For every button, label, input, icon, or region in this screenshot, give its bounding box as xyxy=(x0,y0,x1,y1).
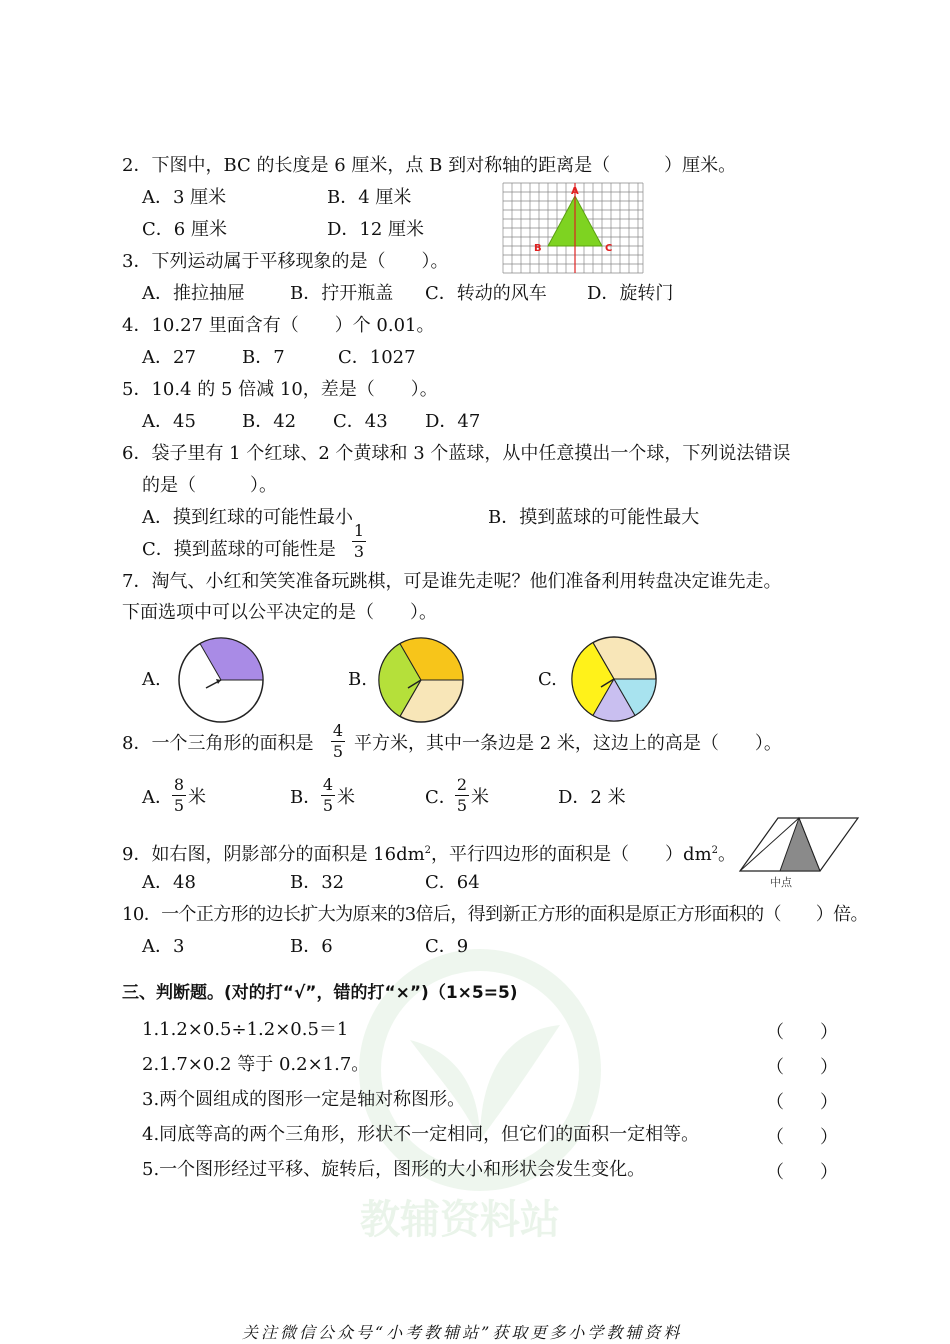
q9-midpoint-label: 中点 xyxy=(770,876,792,888)
q3-text: 3．下列运动属于平移现象的是（ ）。 xyxy=(122,251,449,272)
q2-option-b[interactable]: B．4 厘米 xyxy=(327,187,412,208)
q7-text-line1: 7．淘气、小红和笑笑准备玩跳棋，可是谁先走呢？他们准备利用转盘决定谁先走。 xyxy=(122,571,782,592)
fraction-denominator: 5 xyxy=(173,796,185,815)
fraction-numerator: 2 xyxy=(456,775,468,794)
q7-text-line2: 下面选项中可以公平决定的是（ ）。 xyxy=(122,602,437,623)
judge-answer-5[interactable]: （ ） xyxy=(766,1162,838,1183)
q8-text-before: 8．一个三角形的面积是 xyxy=(122,733,314,754)
q2-option-a[interactable]: A．3 厘米 xyxy=(142,187,227,208)
q3-option-c[interactable]: C．转动的风车 xyxy=(425,283,547,304)
q8-option-a-label[interactable]: A． xyxy=(142,787,173,808)
q5-option-a[interactable]: A．45 xyxy=(142,411,196,432)
q10-option-b[interactable]: B．6 xyxy=(290,936,333,957)
q9-option-a[interactable]: A．48 xyxy=(142,872,196,893)
fraction-denominator: 5 xyxy=(332,742,344,761)
section3-heading: 三、判断题。(对的打“√”，错的打“×”)（1×5=5) xyxy=(122,983,518,1003)
q6-text-line2: 的是（ ）。 xyxy=(142,475,277,496)
q2-label-a: A xyxy=(571,186,579,197)
judge-item-1: 1.1.2×0.5÷1.2×0.5＝1 xyxy=(142,1019,349,1040)
q7-spinner-c[interactable] xyxy=(569,634,659,724)
q6-option-a[interactable]: A．摸到红球的可能性最小 xyxy=(142,507,353,528)
q2-label-b: B xyxy=(534,243,542,254)
q9-option-c[interactable]: C．64 xyxy=(425,872,480,893)
q9-option-b[interactable]: B．32 xyxy=(290,872,345,893)
q2-option-c[interactable]: C．6 厘米 xyxy=(142,219,227,240)
q8-text-after: 平方米，其中一条边是 2 米，这边上的高是（ ）。 xyxy=(354,733,782,754)
q8-option-c-fraction xyxy=(455,776,469,815)
q5-option-b[interactable]: B．42 xyxy=(242,411,297,432)
q10-text: 10．一个正方形的边长扩大为原来的3倍后，得到新正方形的面积是原正方形面积的（ ）倍。 xyxy=(122,904,868,925)
q3-option-d[interactable]: D．旋转门 xyxy=(587,283,674,304)
q7-spinner-b[interactable] xyxy=(376,635,466,725)
q6-option-c-fraction xyxy=(352,522,366,561)
q7-label-c[interactable]: C. xyxy=(538,669,557,690)
q3-option-a[interactable]: A．推拉抽屉 xyxy=(142,283,245,304)
fraction-numerator: 1 xyxy=(353,521,365,540)
q4-text: 4．10.27 里面含有（ ）个 0.01。 xyxy=(122,315,435,336)
fraction-denominator: 5 xyxy=(322,796,334,815)
judge-item-3: 3.两个圆组成的图形一定是轴对称图形。 xyxy=(142,1089,466,1110)
q8-option-b-label[interactable]: B． xyxy=(290,787,322,808)
q5-option-c[interactable]: C．43 xyxy=(333,411,388,432)
judge-answer-4[interactable]: （ ） xyxy=(766,1127,838,1148)
fraction-denominator: 3 xyxy=(353,542,365,561)
q2-option-d[interactable]: D．12 厘米 xyxy=(327,219,425,240)
judge-answer-1[interactable]: （ ） xyxy=(766,1022,838,1043)
judge-answer-3[interactable]: （ ） xyxy=(766,1092,838,1113)
watermark-text: 教辅资料站 xyxy=(360,1197,560,1243)
q9-parallelogram-figure xyxy=(738,816,862,888)
fraction-denominator: 5 xyxy=(456,796,468,815)
fraction-numerator: 4 xyxy=(332,721,344,740)
q2-grid-figure xyxy=(502,182,644,274)
q5-option-d[interactable]: D．47 xyxy=(425,411,481,432)
q9-text xyxy=(122,839,736,867)
q7-spinner-a[interactable] xyxy=(176,635,266,725)
q6-option-b[interactable]: B．摸到蓝球的可能性最大 xyxy=(488,507,700,528)
q9-sup-2: 2 xyxy=(711,845,719,856)
q7-label-b[interactable]: B. xyxy=(348,669,367,690)
q4-option-a[interactable]: A．27 xyxy=(142,347,196,368)
q9-text-mid: ，平行四边形的面积是（ ）dm xyxy=(431,844,712,865)
fraction-numerator: 8 xyxy=(173,775,185,794)
q9-text-main: 9．如右图，阴影部分的面积是 16dm xyxy=(122,844,425,865)
q9-sup-1: 2 xyxy=(424,845,432,856)
q2-label-c: C xyxy=(605,243,613,254)
judge-item-4: 4.同底等高的两个三角形，形状不一定相同，但它们的面积一定相等。 xyxy=(142,1124,700,1145)
judge-item-5: 5.一个图形经过平移、旋转后，图形的大小和形状会发生变化。 xyxy=(142,1159,646,1180)
q6-text-line1: 6．袋子里有 1 个红球、2 个黄球和 3 个蓝球，从中任意摸出一个球，下列说法错误 xyxy=(122,443,791,464)
q8-option-d[interactable]: D．2 米 xyxy=(558,787,626,808)
q8-option-a-fraction xyxy=(172,776,186,815)
q8-option-c-label[interactable]: C． xyxy=(425,787,457,808)
q7-label-a[interactable]: A. xyxy=(142,669,161,690)
q10-option-c[interactable]: C．9 xyxy=(425,936,469,957)
q10-option-a[interactable]: A．3 xyxy=(142,936,185,957)
judge-item-2: 2.1.7×0.2 等于 0.2×1.7。 xyxy=(142,1054,370,1075)
q4-option-b[interactable]: B．7 xyxy=(242,347,285,368)
q9-text-end: 。 xyxy=(718,844,737,865)
q3-option-b[interactable]: B．拧开瓶盖 xyxy=(290,283,394,304)
q4-option-c[interactable]: C．1027 xyxy=(338,347,416,368)
judge-answer-2[interactable]: （ ） xyxy=(766,1057,838,1078)
q6-option-c[interactable]: C．摸到蓝球的可能性是 xyxy=(142,539,336,560)
fraction-numerator: 4 xyxy=(322,775,334,794)
q8-option-b-fraction xyxy=(321,776,335,815)
q5-text: 5．10.4 的 5 倍减 10，差是（ ）。 xyxy=(122,379,438,400)
q8-option-a-unit: 米 xyxy=(188,787,206,808)
q8-option-c-unit: 米 xyxy=(471,787,489,808)
footer-note: 关注微信公众号“小考教辅站”获取更多小学教辅资料 xyxy=(242,1323,683,1342)
q8-area-fraction xyxy=(331,722,345,761)
q8-option-b-unit: 米 xyxy=(337,787,355,808)
q2-text: 2．下图中，BC 的长度是 6 厘米，点 B 到对称轴的距离是（ ）厘米。 xyxy=(122,155,737,176)
